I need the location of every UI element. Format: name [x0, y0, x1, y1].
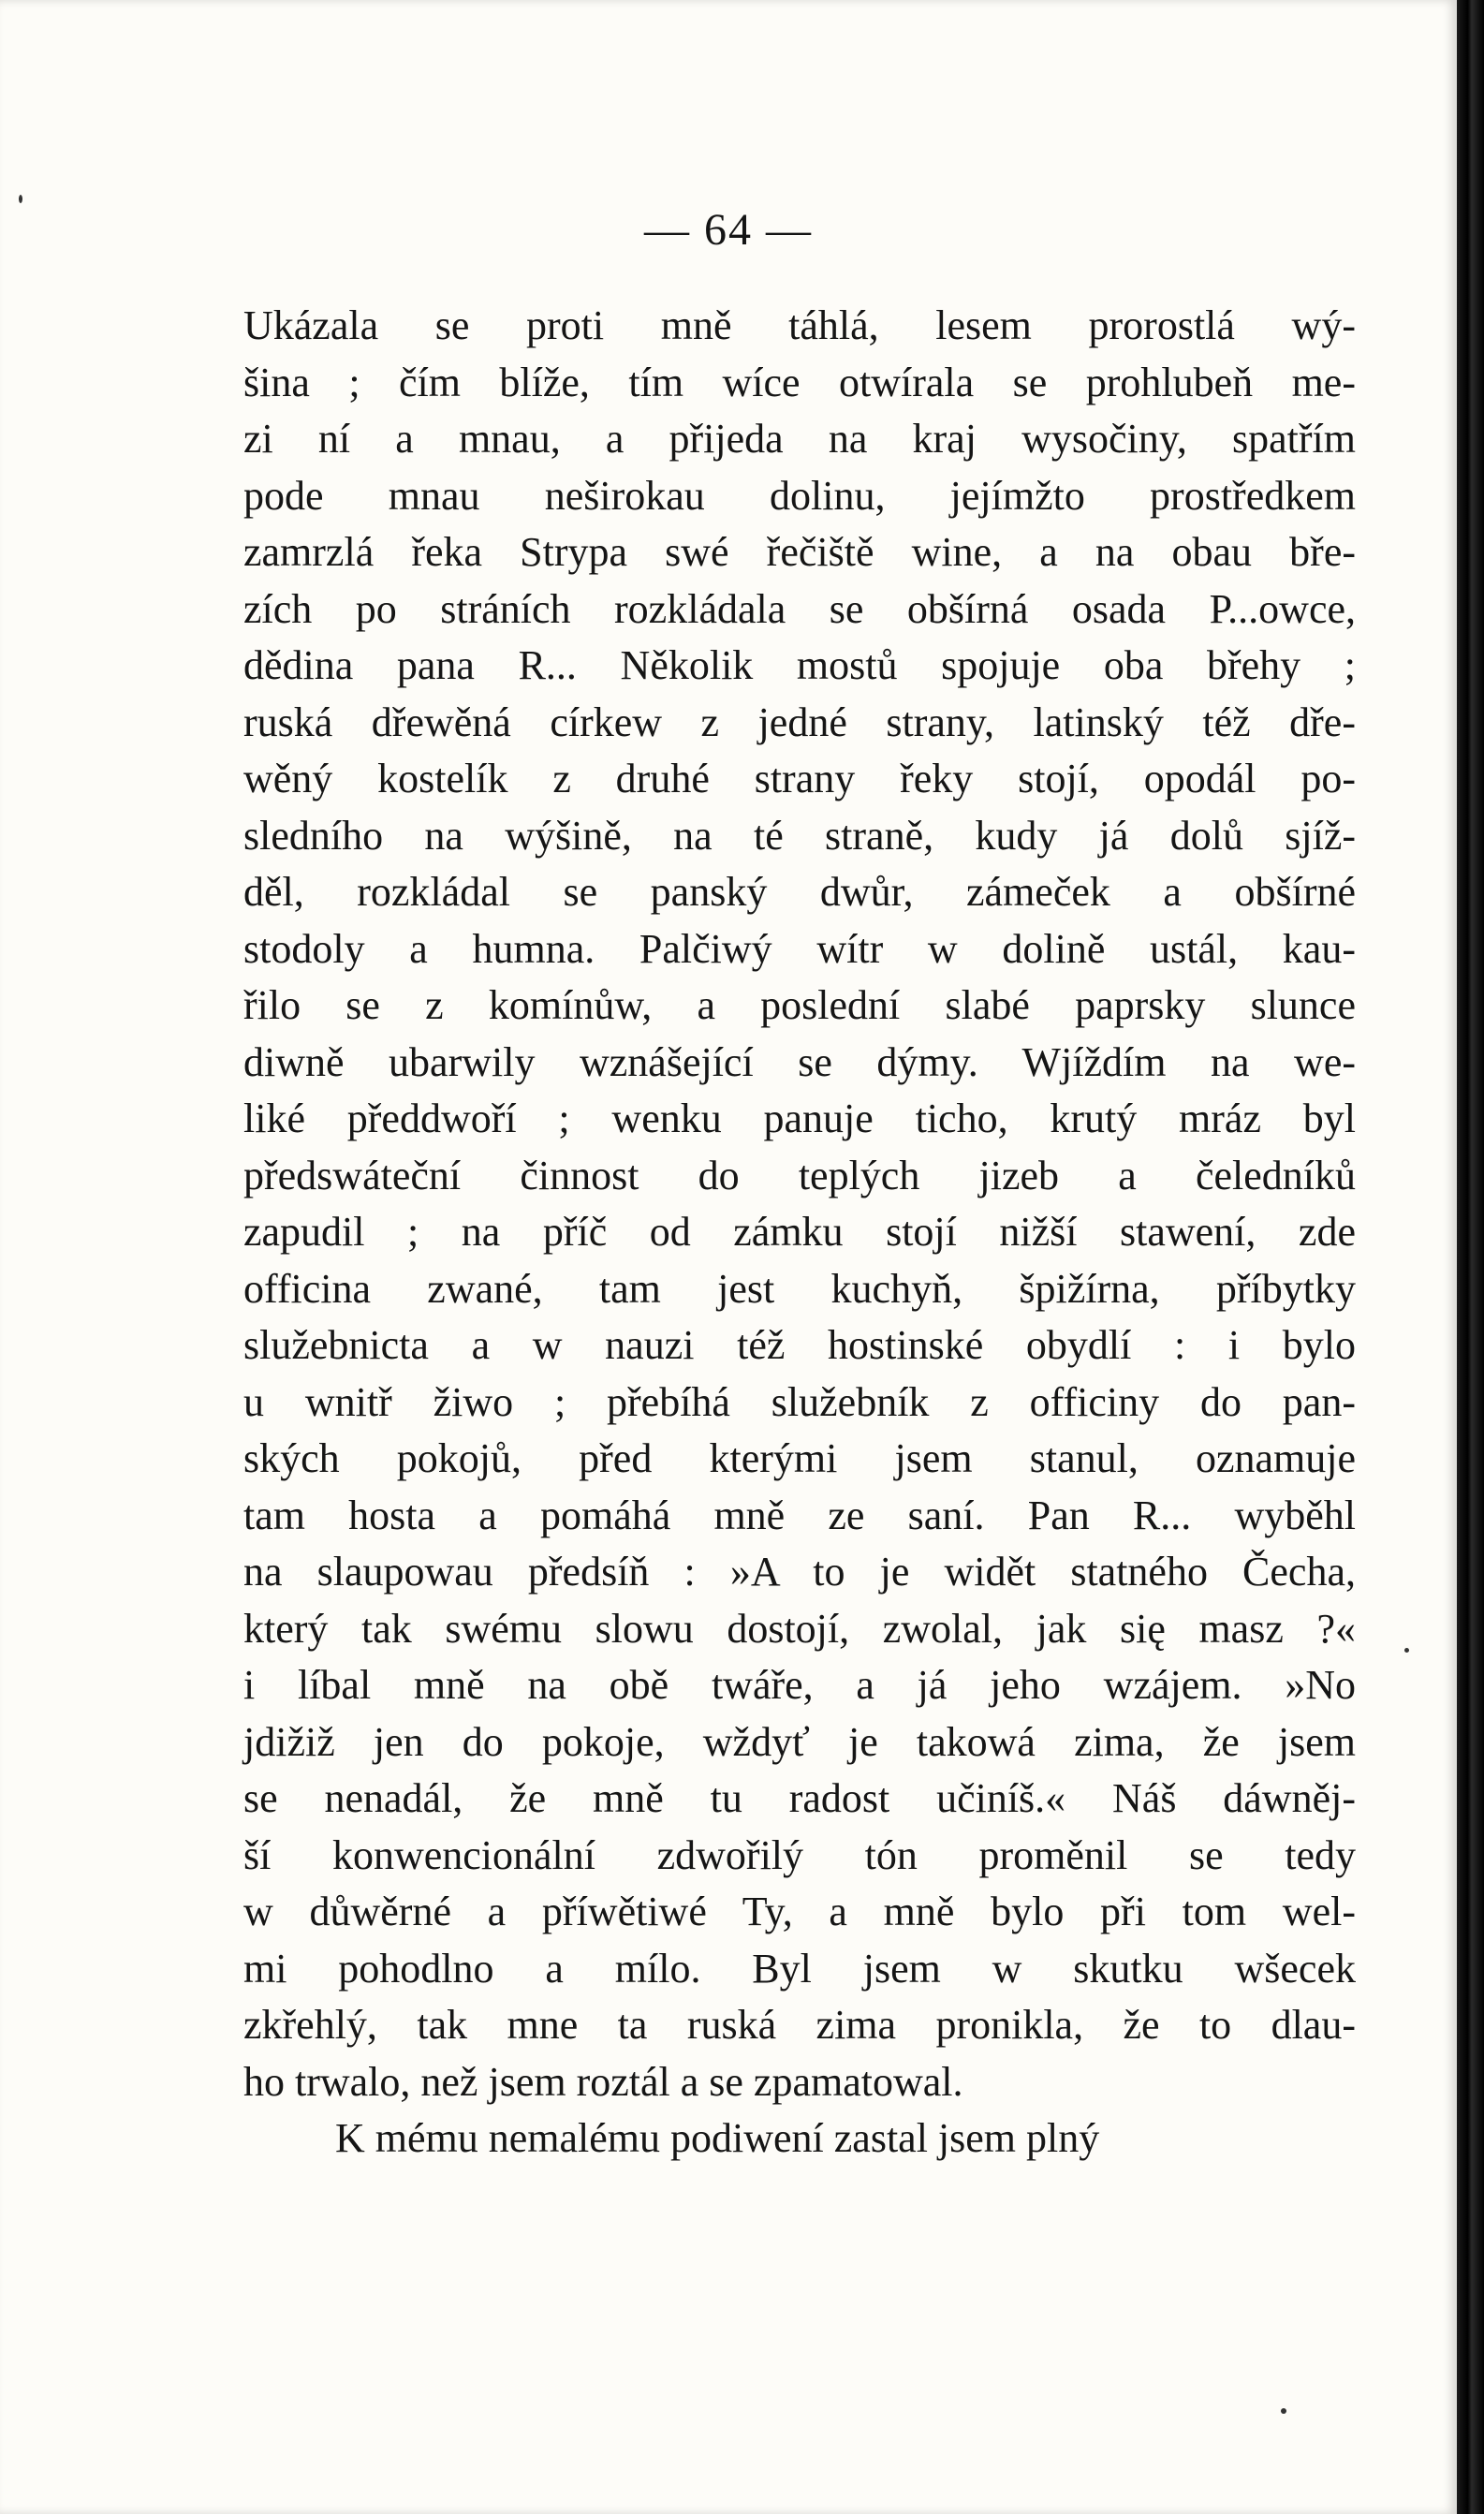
text-line: se nenadál, že mně tu radost učiníš.« Náš dáwněj-	[243, 1775, 1356, 1821]
text-line: ruská dřewěná církew z jedné strany, latinský též dře-	[243, 698, 1356, 745]
text-line: liké předdwoří ; wenku panuje ticho, krutý mráz byl	[243, 1095, 1356, 1141]
page-number: — 64 —	[644, 205, 813, 255]
text-line: zapudil ; na příč od zámku stojí nižší stawení, zde	[243, 1209, 1356, 1255]
text-line: předswáteční činnost do teplých jizeb a čeledníků	[243, 1152, 1356, 1198]
text-line: wěný kostelík z druhé strany řeky stojí, opodál po-	[243, 756, 1356, 801]
ink-speck	[1404, 1648, 1409, 1653]
text-line: děl, rozkládal se panský dwůr, zámeček a obšírné	[243, 869, 1356, 915]
text-line: sledního na wýšině, na té straně, kudy já dolů sjíž-	[243, 812, 1356, 859]
text-line: ských pokojů, před kterými jsem stanul, oznamuje	[243, 1435, 1356, 1481]
text-line: zích po stráních rozkládala se obšírná osada P...owce,	[243, 585, 1356, 632]
text-line: zamrzlá řeka Strypa swé řečiště wine, a na obau bře-	[243, 529, 1356, 575]
text-line: služebnicta a w nauzi též hostinské obydlí : i bylo	[243, 1322, 1356, 1368]
text-line: u wnitř žiwo ; přebíhá služebník z officiny do pan-	[243, 1378, 1356, 1425]
text-line: stodoly a humna. Palčiwý wítr w dolině ustál, kau-	[243, 925, 1356, 972]
text-line: K mému nemalému podiwení zastal jsem plný	[335, 2115, 1100, 2161]
text-line: ší konwencionální zdwořilý tón proměnil se tedy	[243, 1831, 1356, 1878]
text-line: zkřehlý, tak mne ta ruská zima pronikla, že to dlau-	[243, 2002, 1356, 2048]
text-line: zi ní a mnau, a přijeda na kraj wysočiny, spatřím	[243, 416, 1356, 462]
text-line: šina ; čím blíže, tím wíce otwírala se prohlubeň me-	[243, 359, 1356, 405]
text-line: který tak swému slowu dostojí, zwolal, jak się masz ?«	[243, 1605, 1356, 1652]
text-line: dědina pana R... Několik mostů spojuje oba břehy ;	[243, 642, 1356, 688]
ink-speck	[19, 195, 22, 203]
ink-speck	[1281, 2408, 1286, 2414]
text-line: w důwěrné a příwětiwé Ty, a mně bylo při tom wel-	[243, 1889, 1356, 1934]
text-line: mi pohodlno a mílo. Byl jsem w skutku wšecek	[243, 1945, 1356, 1992]
text-line: diwně ubarwily wznášející se dýmy. Wjíždím na we-	[243, 1038, 1356, 1085]
page-edge-shadow	[1457, 0, 1484, 2514]
text-line: officina zwané, tam jest kuchyň, špižírna, příbytky	[243, 1265, 1356, 1312]
body-text	[243, 298, 1356, 2168]
text-line: Ukázala se proti mně táhlá, lesem prorostlá wý-	[243, 302, 1356, 348]
text-line: pode mnau neširokau dolinu, jejímžto prostředkem	[243, 472, 1356, 519]
text-line: i líbal mně na obě twáře, a já jeho wzájem. »No	[243, 1662, 1356, 1708]
text-line: na slaupowau předsíň : »A to je widět statného Čecha,	[243, 1549, 1356, 1595]
text-line: ho trwalo, než jsem roztál a se zpamatowal.	[243, 2058, 963, 2105]
text-line: jdižiž jen do pokoje, wždyť je takowá zima, že jsem	[243, 1718, 1356, 1765]
text-line: tam hosta a pomáhá mně ze saní. Pan R... wyběhl	[243, 1492, 1356, 1538]
text-line: řilo se z komínůw, a poslední slabé paprsky slunce	[243, 982, 1356, 1028]
